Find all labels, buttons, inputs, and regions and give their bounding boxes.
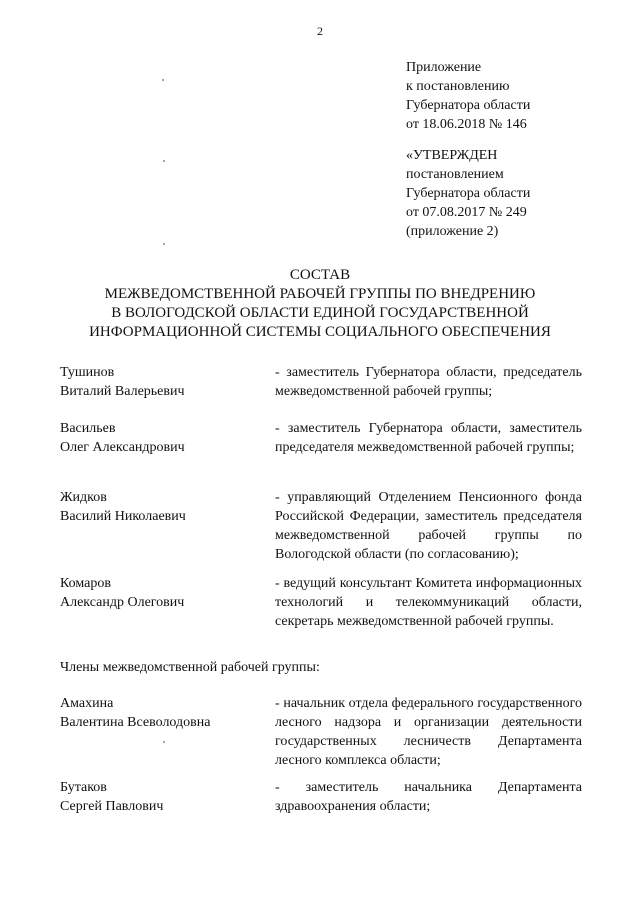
appendix-line: от 18.06.2018 № 146 <box>406 117 527 132</box>
approved-line: «УТВЕРЖДЕН <box>406 148 498 163</box>
appendix-line: Губернатора области <box>406 98 531 113</box>
members-header: Члены межведомственной рабочей группы: <box>60 660 320 675</box>
member-given-name: Василий Николаевич <box>60 509 186 524</box>
appendix-block <box>406 58 530 134</box>
member-given-name: Виталий Валерьевич <box>60 384 185 399</box>
member-role: - ведущий консультант Комитета информационных технологий и телекоммуникаций области, секретарь межведомственной рабочей группы. <box>275 576 582 629</box>
member-role: - управляющий Отделением Пенсионного фонда Российской Федерации, заместитель председателя межведомственной рабочей группы по Вологодской области (по согласованию); <box>275 490 582 562</box>
member-surname: Васильев <box>60 421 116 436</box>
approved-block <box>406 146 530 241</box>
approved-line: Губернатора области <box>406 186 531 201</box>
scan-speck <box>163 243 165 245</box>
member-given-name: Валентина Всеволодовна <box>60 715 211 730</box>
member-role: - заместитель начальника Департамента здравоохранения области; <box>275 780 582 814</box>
member-surname: Комаров <box>60 576 111 591</box>
title-line: СОСТАВ <box>289 267 351 283</box>
member-role: - заместитель Губернатора области, заместитель председателя межведомственной рабочей группы; <box>275 421 582 455</box>
approved-line: (приложение 2) <box>406 224 499 239</box>
page-number: 2 <box>317 24 323 38</box>
appendix-line: Приложение <box>406 60 482 75</box>
scan-speck <box>163 741 165 743</box>
title-line: В ВОЛОГОДСКОЙ ОБЛАСТИ ЕДИНОЙ ГОСУДАРСТВЕННОЙ <box>111 305 529 321</box>
member-given-name: Олег Александрович <box>60 440 185 455</box>
member-name <box>60 488 265 526</box>
document-title <box>60 266 580 342</box>
appendix-line: к постановлению <box>406 79 510 94</box>
title-line: ИНФОРМАЦИОННОЙ СИСТЕМЫ СОЦИАЛЬНОГО ОБЕСПЕЧЕНИЯ <box>89 324 551 340</box>
member-name <box>60 419 265 457</box>
member-surname: Жидков <box>60 490 107 505</box>
member-given-name: Сергей Павлович <box>60 799 164 814</box>
scan-speck <box>162 79 164 81</box>
scan-speck <box>163 160 165 162</box>
member-name <box>60 363 265 401</box>
title-line: МЕЖВЕДОМСТВЕННОЙ РАБОЧЕЙ ГРУППЫ ПО ВНЕДРЕНИЮ <box>104 286 536 302</box>
approved-line: постановлением <box>406 167 504 182</box>
member-surname: Бутаков <box>60 780 107 795</box>
member-given-name: Александр Олегович <box>60 595 185 610</box>
member-surname: Амахина <box>60 696 114 711</box>
member-role: - начальник отдела федерального государственного лесного надзора и организации деятельности государственных лесничеств Департамента лесного комплекса области; <box>275 696 582 768</box>
member-surname: Тушинов <box>60 365 115 380</box>
member-name <box>60 694 265 732</box>
member-name <box>60 574 265 612</box>
member-role: - заместитель Губернатора области, председатель межведомственной рабочей группы; <box>275 365 582 399</box>
approved-line: от 07.08.2017 № 249 <box>406 205 527 220</box>
member-name <box>60 778 265 816</box>
